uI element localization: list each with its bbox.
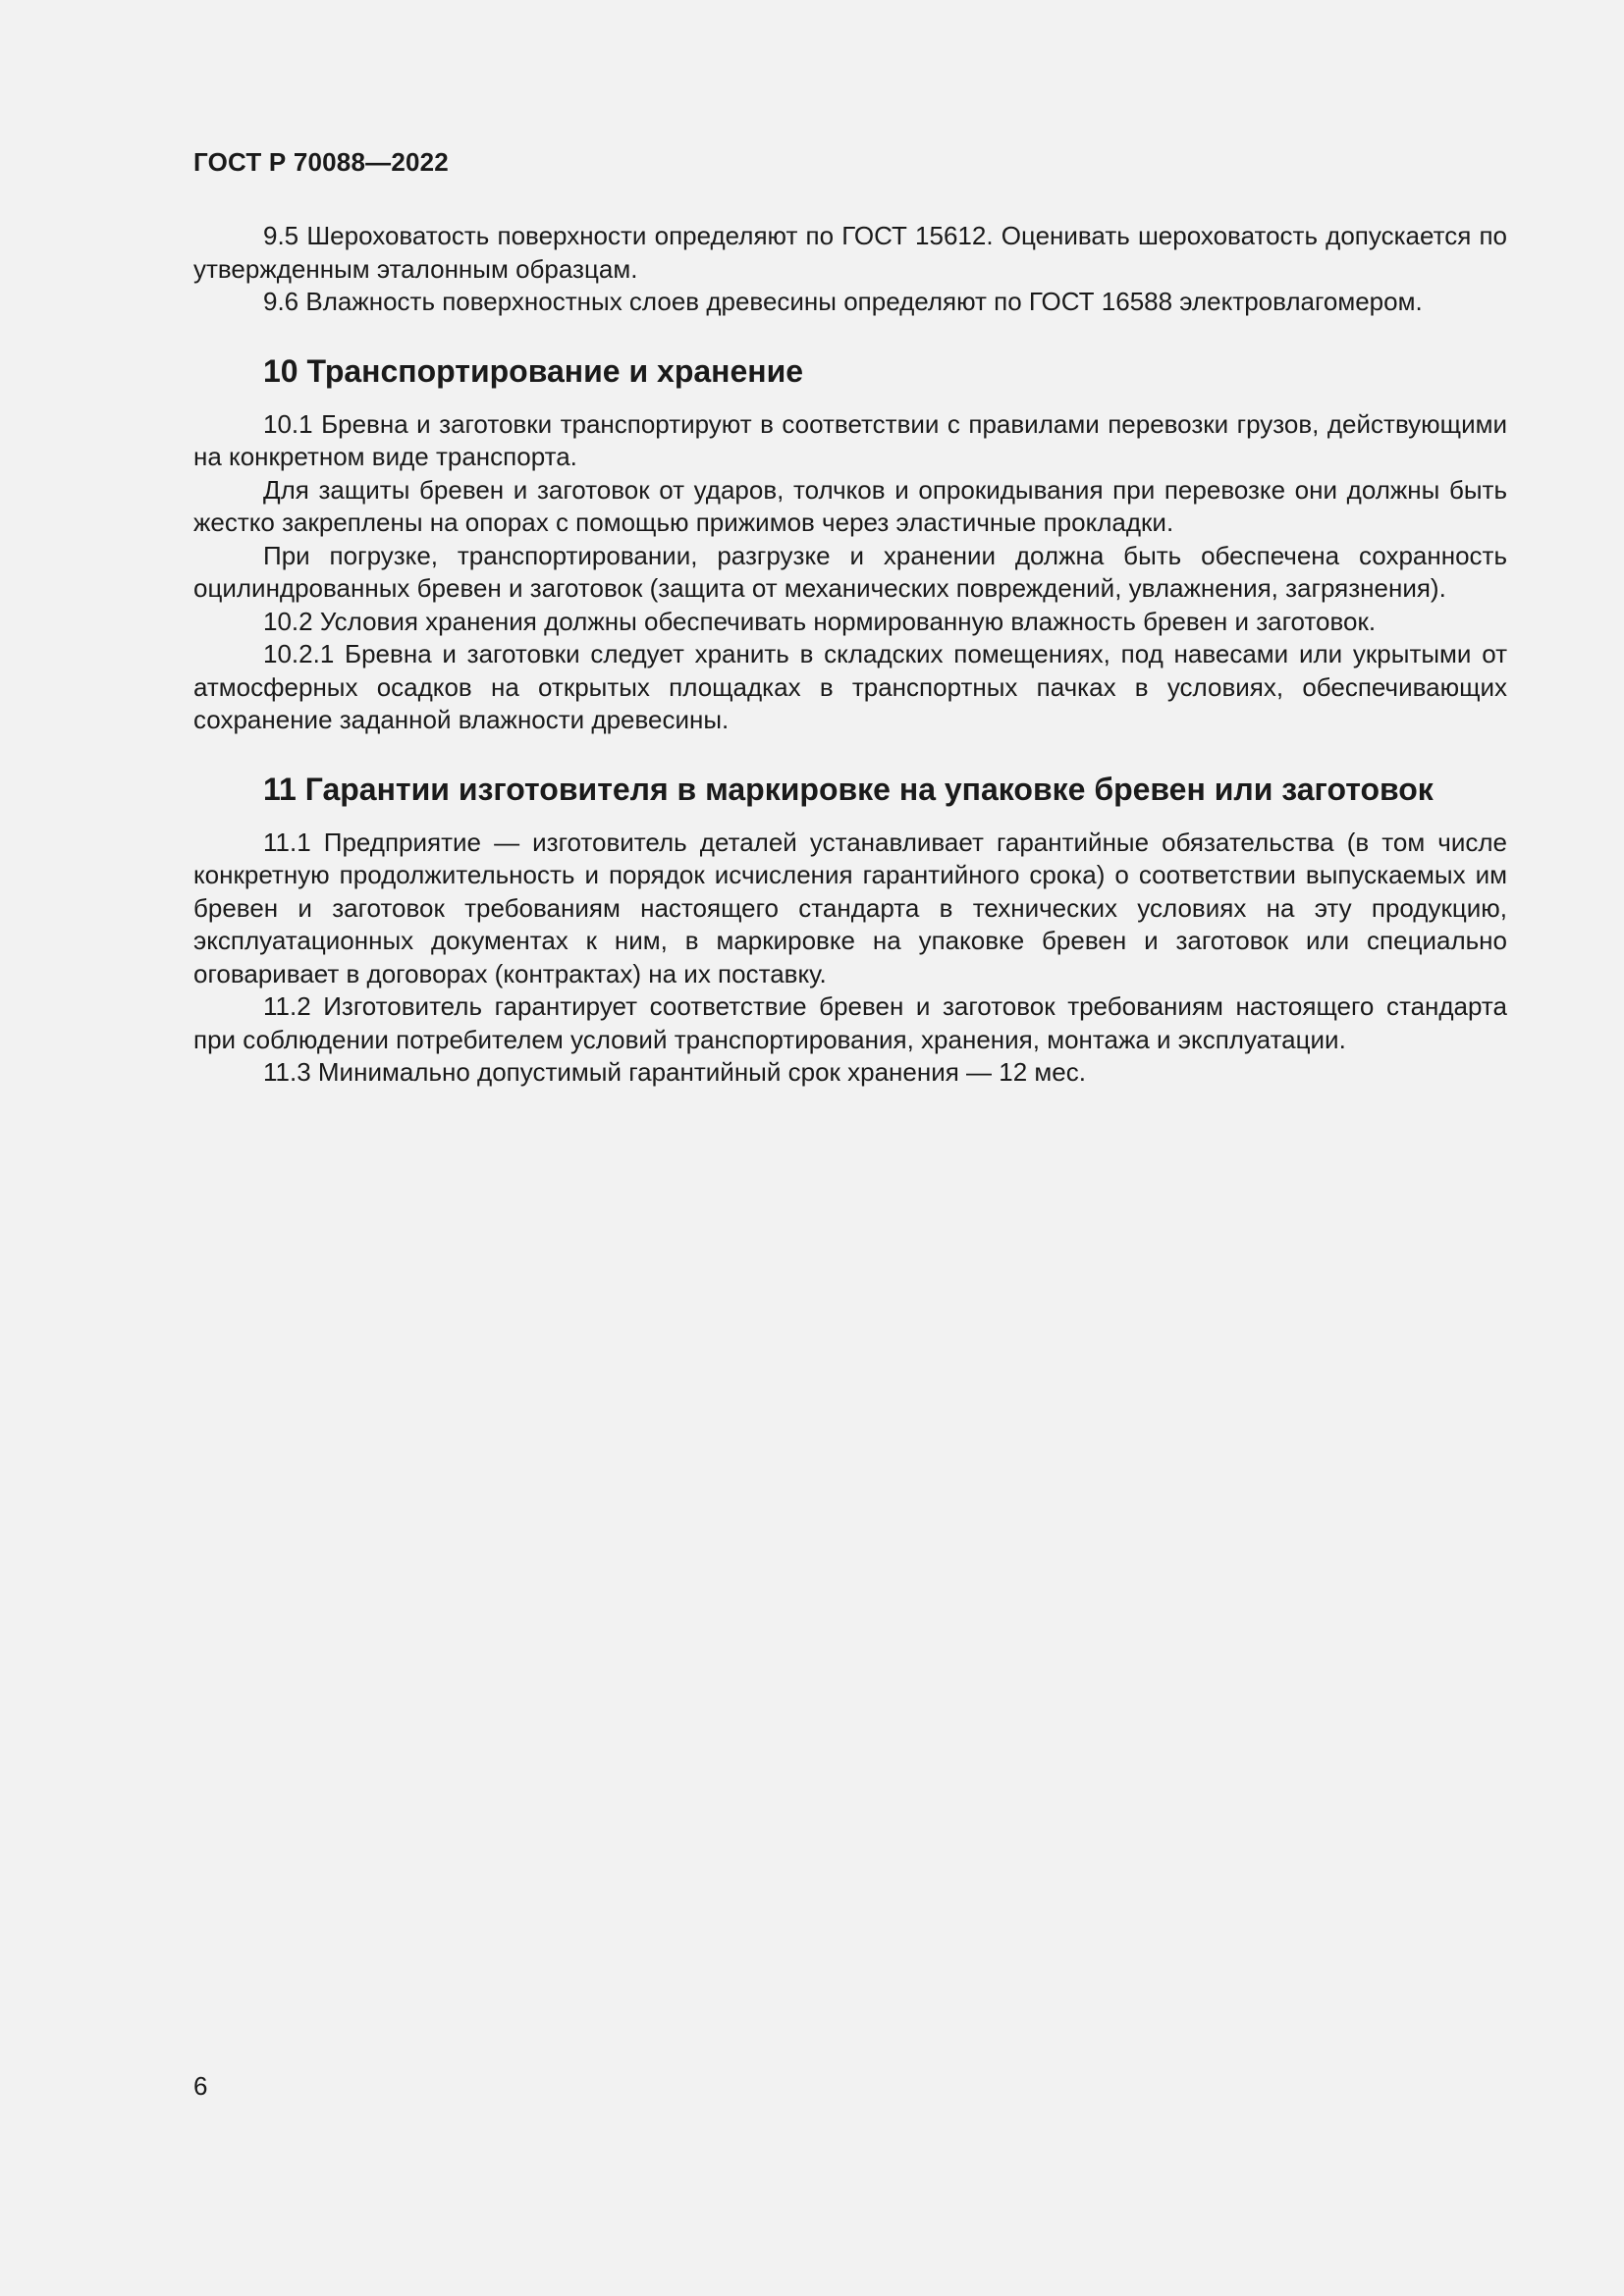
section-heading-10: 10 Транспортирование и хранение (263, 352, 804, 389)
paragraph-9-6: 9.6 Влажность поверхностных слоев древесины определяют по ГОСТ 16588 электровлагомером. (263, 287, 1423, 316)
paragraph-11-1: 11.1 Предприятие — изготовитель деталей устанавливает гарантийные обязательства (в том числе конкретную продолжительность и порядок исчисления гарантийного срока) о соответствии выпускаемых им бревен и заготовок требованиям настоящего стандарта в технических условиях на эту продукцию, эксплуатационных документах к ним, в маркировке на упаковке бревен и заготовок или специально оговаривает в договорах (контрактах) на их поставку. (193, 827, 1507, 988)
paragraph-10-1-protection: Для защиты бревен и заготовок от ударов, толчков и опрокидывания при перевозке они должны быть жестко закреплены на опорах с помощью прижимов через эластичные прокладки. (193, 474, 1507, 537)
paragraph-10-2: 10.2 Условия хранения должны обеспечивать нормированную влажность бревен и заготовок. (263, 606, 1377, 636)
paragraph-11-2: 11.2 Изготовитель гарантирует соответствие бревен и заготовок требованиям настоящего стандарта при соблюдении потребителем условий транспортирования, хранения, монтажа и эксплуатации. (193, 991, 1507, 1054)
document-code-header: ГОСТ Р 70088—2022 (193, 147, 449, 177)
paragraph-10-1: 10.1 Бревна и заготовки транспортируют в соответствии с правилами перевозки грузов, действующими на конкретном виде транспорта. (193, 408, 1507, 471)
paragraph-10-2-1: 10.2.1 Бревна и заготовки следует хранить в складских помещениях, под навесами или укрытыми от атмосферных осадков на открытых площадках в транспортных пачках в условиях, обеспечивающих сохранение заданной влажности древесины. (193, 639, 1507, 734)
page-number: 6 (193, 2071, 208, 2101)
paragraph-10-1-preservation: При погрузке, транспортировании, разгрузке и хранении должна быть обеспечена сохранность оцилиндрованных бревен и заготовок (защита от механических повреждений, увлажнения, загрязнения). (193, 540, 1507, 603)
paragraph-11-3: 11.3 Минимально допустимый гарантийный срок хранения — 12 мес. (263, 1057, 1086, 1087)
section-heading-11: 11 Гарантии изготовителя в маркировке на упаковке бревен или заготовок (263, 771, 1434, 807)
paragraph-9-5: 9.5 Шероховатость поверхности определяют по ГОСТ 15612. Оценивать шероховатость допускается по утвержденным эталонным образцам. (193, 221, 1507, 284)
document-body (193, 220, 1507, 1090)
